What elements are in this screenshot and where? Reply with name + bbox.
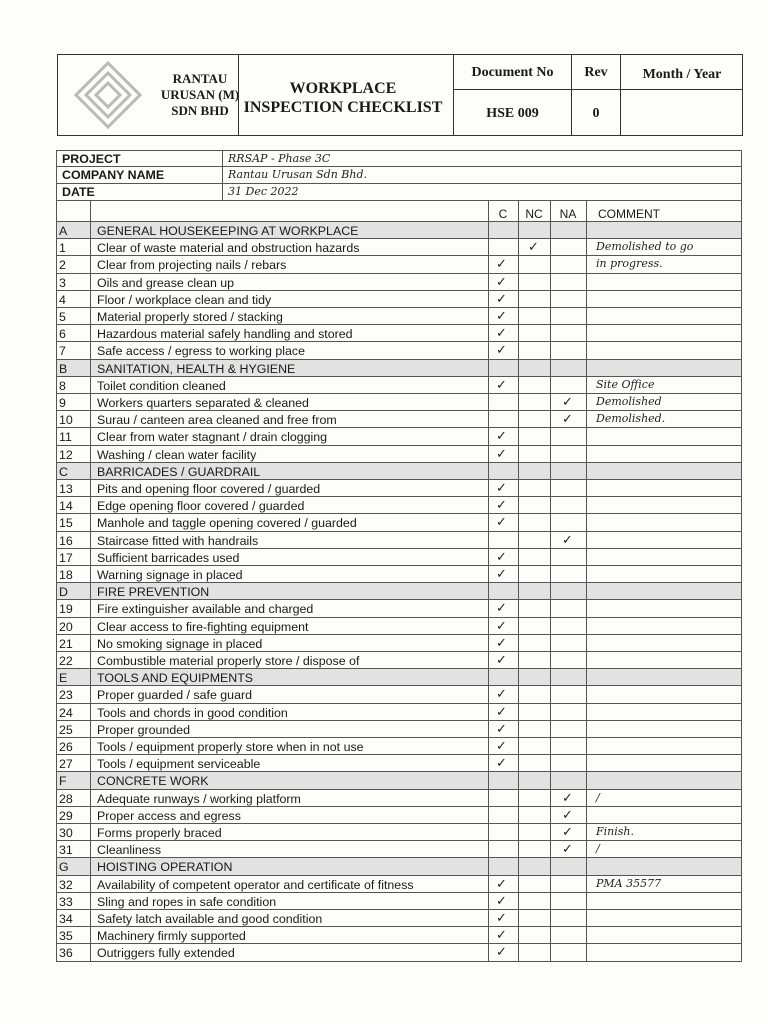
- col-comment-header: COMMENT: [598, 207, 660, 221]
- item-number: 4: [59, 292, 66, 307]
- section-row: [56, 583, 742, 600]
- section-title: FIRE PREVENTION: [97, 585, 210, 600]
- check-mark-icon: ✓: [562, 841, 573, 857]
- item-number: 1: [59, 241, 66, 256]
- table-row: [56, 944, 742, 961]
- item-description: Floor / workplace clean and tidy: [97, 292, 272, 307]
- item-number: 25: [59, 722, 73, 737]
- column-header-row: [56, 201, 742, 222]
- item-number: 34: [59, 912, 73, 926]
- item-description: Clear from projecting nails / rebars: [97, 258, 287, 273]
- item-description: Combustible material properly store / dispose of: [97, 654, 360, 668]
- check-mark-icon: ✓: [496, 325, 507, 341]
- item-number: 17: [59, 550, 73, 565]
- check-mark-icon: ✓: [562, 824, 573, 839]
- section-row: [56, 360, 742, 377]
- table-row: [56, 721, 742, 738]
- check-mark-icon: ✓: [496, 686, 507, 702]
- section-title: SANITATION, HEALTH & HYGIENE: [97, 361, 296, 376]
- company-line: RANTAU: [172, 71, 228, 86]
- table-row: [56, 342, 742, 359]
- company-name: [150, 71, 250, 119]
- section-title: HOISTING OPERATION: [97, 860, 233, 875]
- section-row: [56, 463, 742, 480]
- table-row: [56, 790, 742, 807]
- item-description: Fire extinguisher available and charged: [97, 602, 314, 617]
- check-mark-icon: ✓: [496, 290, 507, 306]
- table-row: [56, 532, 742, 549]
- item-description: Warning signage in placed: [97, 568, 243, 582]
- table-row: [56, 927, 742, 944]
- grid-line: [488, 201, 489, 962]
- table-row: [56, 652, 742, 669]
- table-row: [56, 807, 742, 824]
- comment-text: Finish.: [596, 825, 634, 838]
- section-letter: F: [59, 774, 67, 789]
- grid-line: [518, 201, 519, 962]
- table-row: [56, 635, 742, 652]
- date-label: DATE: [62, 185, 95, 199]
- table-row: [56, 377, 742, 394]
- item-number: 32: [59, 877, 73, 892]
- item-number: 15: [59, 516, 73, 531]
- check-mark-icon: ✓: [562, 411, 573, 427]
- item-description: Safe access / egress to working place: [97, 344, 305, 359]
- item-description: Washing / clean water facility: [97, 447, 257, 462]
- item-number: 22: [59, 654, 73, 668]
- item-description: Tools / equipment serviceable: [97, 757, 261, 772]
- item-description: Safety latch available and good condition: [97, 912, 323, 926]
- check-mark-icon: ✓: [562, 394, 573, 409]
- company-name-value: Rantau Urusan Sdn Bhd.: [228, 168, 367, 181]
- comment-text: Site Office: [596, 377, 655, 391]
- table-row: [56, 910, 742, 927]
- item-number: 5: [59, 310, 66, 324]
- company-name-label: COMPANY NAME: [62, 168, 165, 182]
- table-row: [56, 704, 742, 721]
- item-number: 33: [59, 894, 73, 909]
- date-row: [56, 184, 742, 201]
- item-description: Availability of competent operator and certificate of fitness: [97, 877, 414, 892]
- comment-text: Demolished to go: [596, 240, 694, 254]
- item-description: Proper guarded / safe guard: [97, 688, 252, 703]
- item-description: Sufficient barricades used: [97, 550, 240, 565]
- comment-text: PMA 35577: [596, 876, 662, 890]
- check-mark-icon: ✓: [496, 273, 507, 289]
- item-description: Proper grounded: [97, 722, 190, 737]
- item-description: Staircase fitted with handrails: [97, 533, 259, 548]
- item-description: Manhole and taggle opening covered / guarded: [97, 516, 357, 531]
- comment-text: Demolished: [596, 395, 662, 408]
- document-title: [238, 79, 448, 117]
- check-mark-icon: ✓: [562, 806, 573, 822]
- item-description: Surau / canteen area cleaned and free from: [97, 413, 337, 428]
- project-value: RRSAP - Phase 3C: [228, 152, 331, 165]
- item-description: Toilet condition cleaned: [97, 378, 226, 393]
- grid-line: [56, 221, 742, 222]
- title-line: INSPECTION CHECKLIST: [243, 99, 443, 116]
- section-title: TOOLS AND EQUIPMENTS: [97, 671, 254, 686]
- table-row: [56, 893, 742, 910]
- item-number: 16: [59, 533, 73, 548]
- item-description: Workers quarters separated & cleaned: [97, 396, 309, 410]
- item-number: 26: [59, 740, 73, 754]
- table-row: [56, 291, 742, 308]
- project-label: PROJECT: [62, 152, 121, 166]
- check-mark-icon: ✓: [496, 548, 507, 564]
- check-mark-icon: ✓: [496, 376, 507, 392]
- check-mark-icon: ✓: [496, 910, 507, 925]
- item-description: Pits and opening floor covered / guarded: [97, 482, 321, 496]
- item-number: 18: [59, 568, 73, 582]
- check-mark-icon: ✓: [496, 927, 507, 943]
- section-letter: G: [59, 860, 69, 875]
- table-row: [56, 549, 742, 566]
- rev-value: 0: [592, 106, 600, 121]
- document-header: [57, 54, 743, 136]
- check-mark-icon: ✓: [496, 445, 507, 461]
- table-row: [56, 480, 742, 497]
- comment-text: /: [596, 842, 600, 856]
- item-description: Adequate runways / working platform: [97, 791, 301, 806]
- item-number: 19: [59, 602, 73, 617]
- item-number: 20: [59, 619, 73, 634]
- item-description: Forms properly braced: [97, 826, 222, 840]
- item-number: 24: [59, 705, 73, 720]
- item-number: 14: [59, 499, 73, 514]
- check-mark-icon: ✓: [496, 703, 507, 719]
- item-number: 6: [59, 327, 66, 342]
- table-row: [56, 274, 742, 291]
- item-number: 35: [59, 929, 73, 944]
- table-row: [56, 308, 742, 325]
- item-number: 12: [59, 447, 73, 462]
- doc-no-value: HSE 009: [486, 106, 539, 121]
- section-title: GENERAL HOUSEKEEPING AT WORKPLACE: [97, 224, 359, 238]
- check-mark-icon: ✓: [496, 308, 507, 323]
- grid-line: [550, 201, 551, 962]
- item-description: Sling and ropes in safe condition: [97, 894, 277, 909]
- item-number: 31: [59, 843, 73, 858]
- grid-line: [586, 201, 587, 962]
- comment-text: in progress.: [596, 257, 663, 271]
- table-row: [56, 738, 742, 755]
- check-mark-icon: ✓: [496, 634, 507, 650]
- check-mark-icon: ✓: [496, 755, 507, 771]
- table-row: [56, 446, 742, 463]
- item-number: 21: [59, 636, 73, 651]
- section-letter: D: [59, 585, 68, 600]
- item-description: Hazardous material safely handling and stored: [97, 327, 353, 342]
- item-description: Oils and grease clean up: [97, 275, 235, 290]
- table-row: [56, 514, 742, 531]
- item-number: 10: [59, 413, 73, 428]
- item-description: Proper access and egress: [97, 808, 241, 823]
- company-line: URUSAN (M): [160, 87, 240, 102]
- item-number: 28: [59, 791, 73, 806]
- item-number: 9: [59, 396, 66, 410]
- item-number: 11: [59, 430, 72, 445]
- check-mark-icon: ✓: [496, 875, 507, 891]
- item-number: 23: [59, 688, 73, 703]
- section-row: [56, 669, 742, 686]
- item-number: 30: [59, 826, 73, 840]
- section-title: CONCRETE WORK: [97, 774, 209, 789]
- date-value: 31 Dec 2022: [228, 185, 299, 198]
- item-description: Material properly stored / stacking: [97, 310, 283, 324]
- check-mark-icon: ✓: [496, 428, 507, 444]
- check-mark-icon: ✓: [496, 892, 507, 908]
- check-mark-icon: ✓: [496, 720, 507, 736]
- table-row: [56, 824, 742, 841]
- check-mark-icon: ✓: [496, 738, 507, 753]
- check-mark-icon: ✓: [496, 342, 507, 358]
- check-mark-icon: ✓: [496, 514, 507, 530]
- item-description: Edge opening floor covered / guarded: [97, 499, 305, 514]
- check-mark-icon: ✓: [496, 600, 507, 616]
- check-mark-icon: ✓: [562, 789, 573, 805]
- check-mark-icon: ✓: [496, 617, 507, 633]
- item-number: 2: [59, 258, 66, 273]
- col-na-header: NA: [559, 207, 577, 221]
- item-number: 36: [59, 946, 73, 961]
- item-description: Machinery firmly supported: [97, 929, 246, 944]
- item-description: Tools / equipment properly store when in not use: [97, 740, 364, 754]
- item-number: 3: [59, 275, 66, 290]
- item-number: 7: [59, 344, 66, 359]
- checklist-table: [56, 150, 742, 961]
- company-row: [56, 167, 742, 184]
- section-row: [56, 772, 742, 789]
- item-description: No smoking signage in placed: [97, 636, 263, 651]
- check-mark-icon: ✓: [528, 239, 539, 255]
- item-description: Tools and chords in good condition: [97, 705, 288, 720]
- item-number: 29: [59, 808, 73, 823]
- company-logo-icon: [72, 59, 144, 131]
- table-row: [56, 256, 742, 273]
- table-row: [56, 618, 742, 635]
- table-row: [56, 876, 742, 893]
- check-mark-icon: ✓: [496, 497, 507, 513]
- check-mark-icon: ✓: [562, 531, 573, 547]
- check-mark-icon: ✓: [496, 480, 507, 495]
- comment-text: Demolished.: [596, 412, 666, 426]
- table-row: [56, 411, 742, 428]
- check-mark-icon: ✓: [496, 566, 507, 581]
- section-letter: E: [59, 671, 68, 686]
- table-row: [56, 497, 742, 514]
- section-row: [56, 858, 742, 875]
- grid-line: [56, 201, 57, 962]
- table-row: [56, 566, 742, 583]
- table-row: [56, 428, 742, 445]
- check-mark-icon: ✓: [496, 256, 507, 272]
- project-row: [56, 150, 742, 167]
- rev-label: Rev: [584, 65, 608, 80]
- title-line: WORKPLACE: [289, 80, 397, 97]
- section-letter: C: [59, 464, 68, 479]
- month-year-label: Month / Year: [642, 67, 722, 82]
- item-description: Outriggers fully extended: [97, 946, 235, 961]
- item-number: 8: [59, 378, 66, 393]
- item-number: 13: [59, 482, 73, 496]
- item-description: Clear from water stagnant / drain clogging: [97, 430, 328, 445]
- col-c-header: C: [498, 207, 508, 221]
- section-letter: B: [59, 361, 68, 376]
- table-row: [56, 755, 742, 772]
- grid-line: [90, 201, 91, 962]
- check-mark-icon: ✓: [496, 652, 507, 667]
- table-row: [56, 686, 742, 703]
- table-row: [56, 841, 742, 858]
- company-line: SDN BHD: [171, 103, 229, 118]
- col-nc-header: NC: [525, 207, 543, 221]
- item-description: Clear access to fire-fighting equipment: [97, 619, 309, 634]
- section-letter: A: [59, 224, 68, 238]
- section-row: [56, 222, 742, 239]
- table-row: [56, 600, 742, 617]
- table-row: [56, 394, 742, 411]
- check-mark-icon: ✓: [496, 944, 507, 960]
- item-number: 27: [59, 757, 73, 772]
- doc-no-label: Document No: [471, 65, 554, 80]
- item-description: Cleanliness: [97, 843, 162, 858]
- section-title: BARRICADES / GUARDRAIL: [97, 464, 261, 479]
- table-row: [56, 239, 742, 256]
- grid-line: [741, 201, 742, 962]
- item-description: Clear of waste material and obstruction hazards: [97, 241, 360, 256]
- comment-text: /: [596, 790, 600, 804]
- table-row: [56, 325, 742, 342]
